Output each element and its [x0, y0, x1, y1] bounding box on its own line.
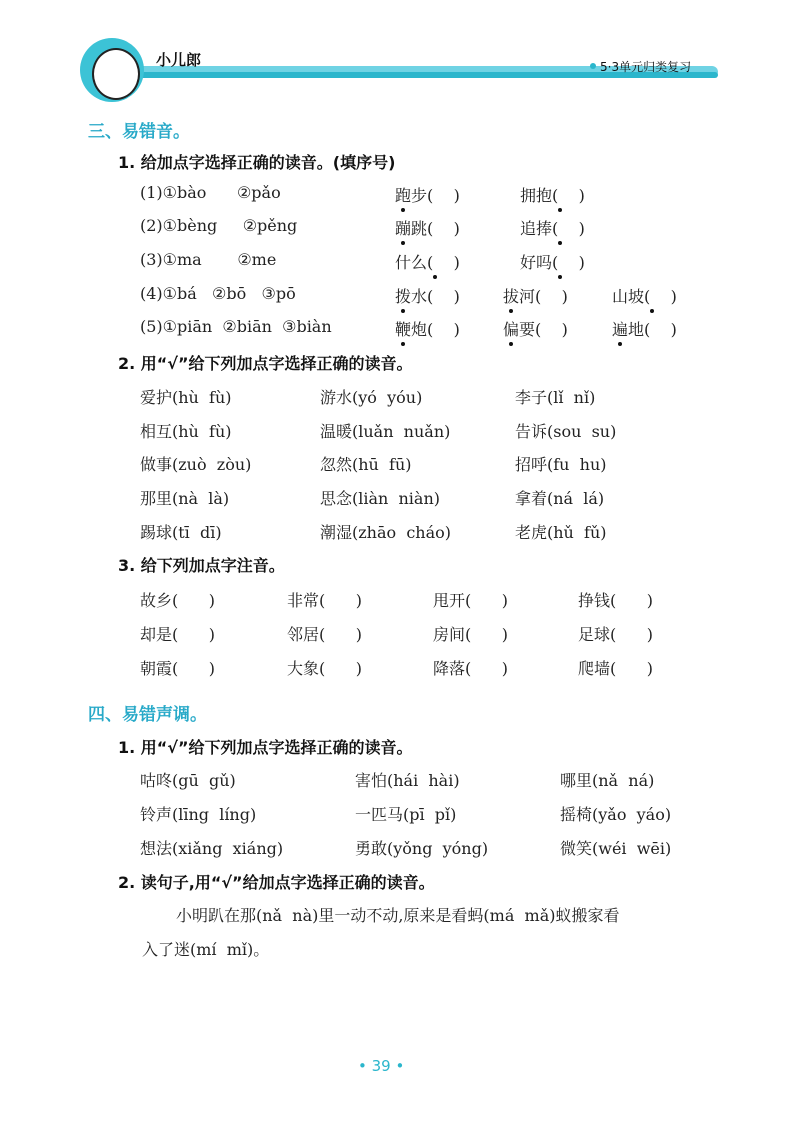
pinyin-choice: 忽然(hū fū) [320, 455, 412, 474]
annotate-item: 朝霞( ) [140, 659, 216, 678]
word-row-3a: 什么( ) [395, 250, 460, 273]
pinyin-choice: 踢球(tī dī) [140, 523, 222, 542]
unit-title: 5·3单元归类复习 [600, 60, 692, 74]
pinyin-choice: 思念(liàn niàn) [320, 489, 441, 508]
word-row-5b: 偏要( ) [503, 317, 568, 340]
word-row-2a: 蹦跳( ) [395, 216, 460, 239]
page-number: • 39 • [358, 1057, 405, 1075]
tone-choice: 勇敢(yǒng yóng) [355, 839, 489, 858]
options-row-1: (1)①bào ②pǎo [140, 183, 281, 202]
section-title-3: 三、易错音。 [88, 122, 190, 142]
tone-choice: 想法(xiǎng xiáng) [140, 839, 284, 858]
tone-choice: 害怕(hái hài) [355, 771, 460, 790]
pinyin-choice: 潮湿(zhāo cháo) [320, 523, 452, 542]
annotate-item: 甩开( ) [433, 591, 509, 610]
word-row-1b: 拥抱( ) [520, 183, 585, 206]
annotate-item: 爬墙( ) [578, 659, 654, 678]
annotate-item: 挣钱( ) [578, 591, 654, 610]
annotate-item: 邻居( ) [287, 625, 363, 644]
options-row-5: (5)①piān ②biān ③biàn [140, 317, 332, 336]
annotate-item: 降落( ) [433, 659, 509, 678]
tone-choice: 摇椅(yǎo yáo) [560, 805, 672, 824]
options-row-2: (2)①bèng ②pěng [140, 216, 298, 235]
question-3-1-title: 1. 给加点字选择正确的读音。(填序号) [118, 153, 396, 172]
pinyin-choice: 温暖(luǎn nuǎn) [320, 422, 451, 441]
pinyin-choice: 做事(zuò zòu) [140, 455, 252, 474]
tone-choice: 微笑(wéi wēi) [560, 839, 672, 858]
sentence-line-2: 入了迷(mí mǐ)。 [142, 940, 270, 959]
word-row-1a: 跑步( ) [395, 183, 460, 206]
brand-name: 小儿郎 [156, 51, 202, 69]
tone-choice: 哪里(nǎ ná) [560, 771, 655, 790]
annotate-item: 却是( ) [140, 625, 216, 644]
annotate-item: 非常( ) [287, 591, 363, 610]
word-row-4c: 山坡( ) [612, 284, 677, 307]
question-4-2-title: 2. 读句子,用“√”给加点字选择正确的读音。 [118, 873, 435, 892]
annotate-item: 大象( ) [287, 659, 363, 678]
options-row-3: (3)①ma ②me [140, 250, 277, 269]
sentence-line-1: 小明趴在那(nǎ nà)里一动不动,原来是看蚂(má mǎ)蚁搬家看 [176, 906, 620, 925]
annotate-item: 足球( ) [578, 625, 654, 644]
word-row-3b: 好吗( ) [520, 250, 585, 273]
annotate-item: 故乡( ) [140, 591, 216, 610]
options-row-4: (4)①bá ②bō ③pō [140, 284, 296, 303]
question-3-3-title: 3. 给下列加点字注音。 [118, 556, 285, 575]
tone-choice: 一匹马(pī pǐ) [355, 805, 457, 824]
pinyin-choice: 招呼(fu hu) [515, 455, 607, 474]
mascot-face-icon [92, 48, 140, 100]
pinyin-choice: 游水(yó yóu) [320, 388, 423, 407]
word-row-5a: 鞭炮( ) [395, 317, 460, 340]
pinyin-choice: 拿着(ná lá) [515, 489, 605, 508]
word-row-2b: 追捧( ) [520, 216, 585, 239]
pinyin-choice: 李子(lǐ nǐ) [515, 388, 596, 407]
pinyin-choice: 相互(hù fù) [140, 422, 232, 441]
question-4-1-title: 1. 用“√”给下列加点字选择正确的读音。 [118, 738, 413, 757]
question-3-2-title: 2. 用“√”给下列加点字选择正确的读音。 [118, 354, 413, 373]
pinyin-choice: 爱护(hù fù) [140, 388, 232, 407]
tone-choice: 铃声(līng líng) [140, 805, 257, 824]
pinyin-choice: 告诉(sou su) [515, 422, 617, 441]
word-row-4a: 拨水( ) [395, 284, 460, 307]
tone-choice: 咕咚(gū gǔ) [140, 771, 236, 790]
bullet-icon [590, 63, 596, 69]
word-row-4b: 拔河( ) [503, 284, 568, 307]
annotate-item: 房间( ) [433, 625, 509, 644]
pinyin-choice: 老虎(hǔ fǔ) [515, 523, 607, 542]
pinyin-choice: 那里(nà là) [140, 489, 230, 508]
section-title-4: 四、易错声调。 [88, 705, 207, 725]
word-row-5c: 遍地( ) [612, 317, 677, 340]
